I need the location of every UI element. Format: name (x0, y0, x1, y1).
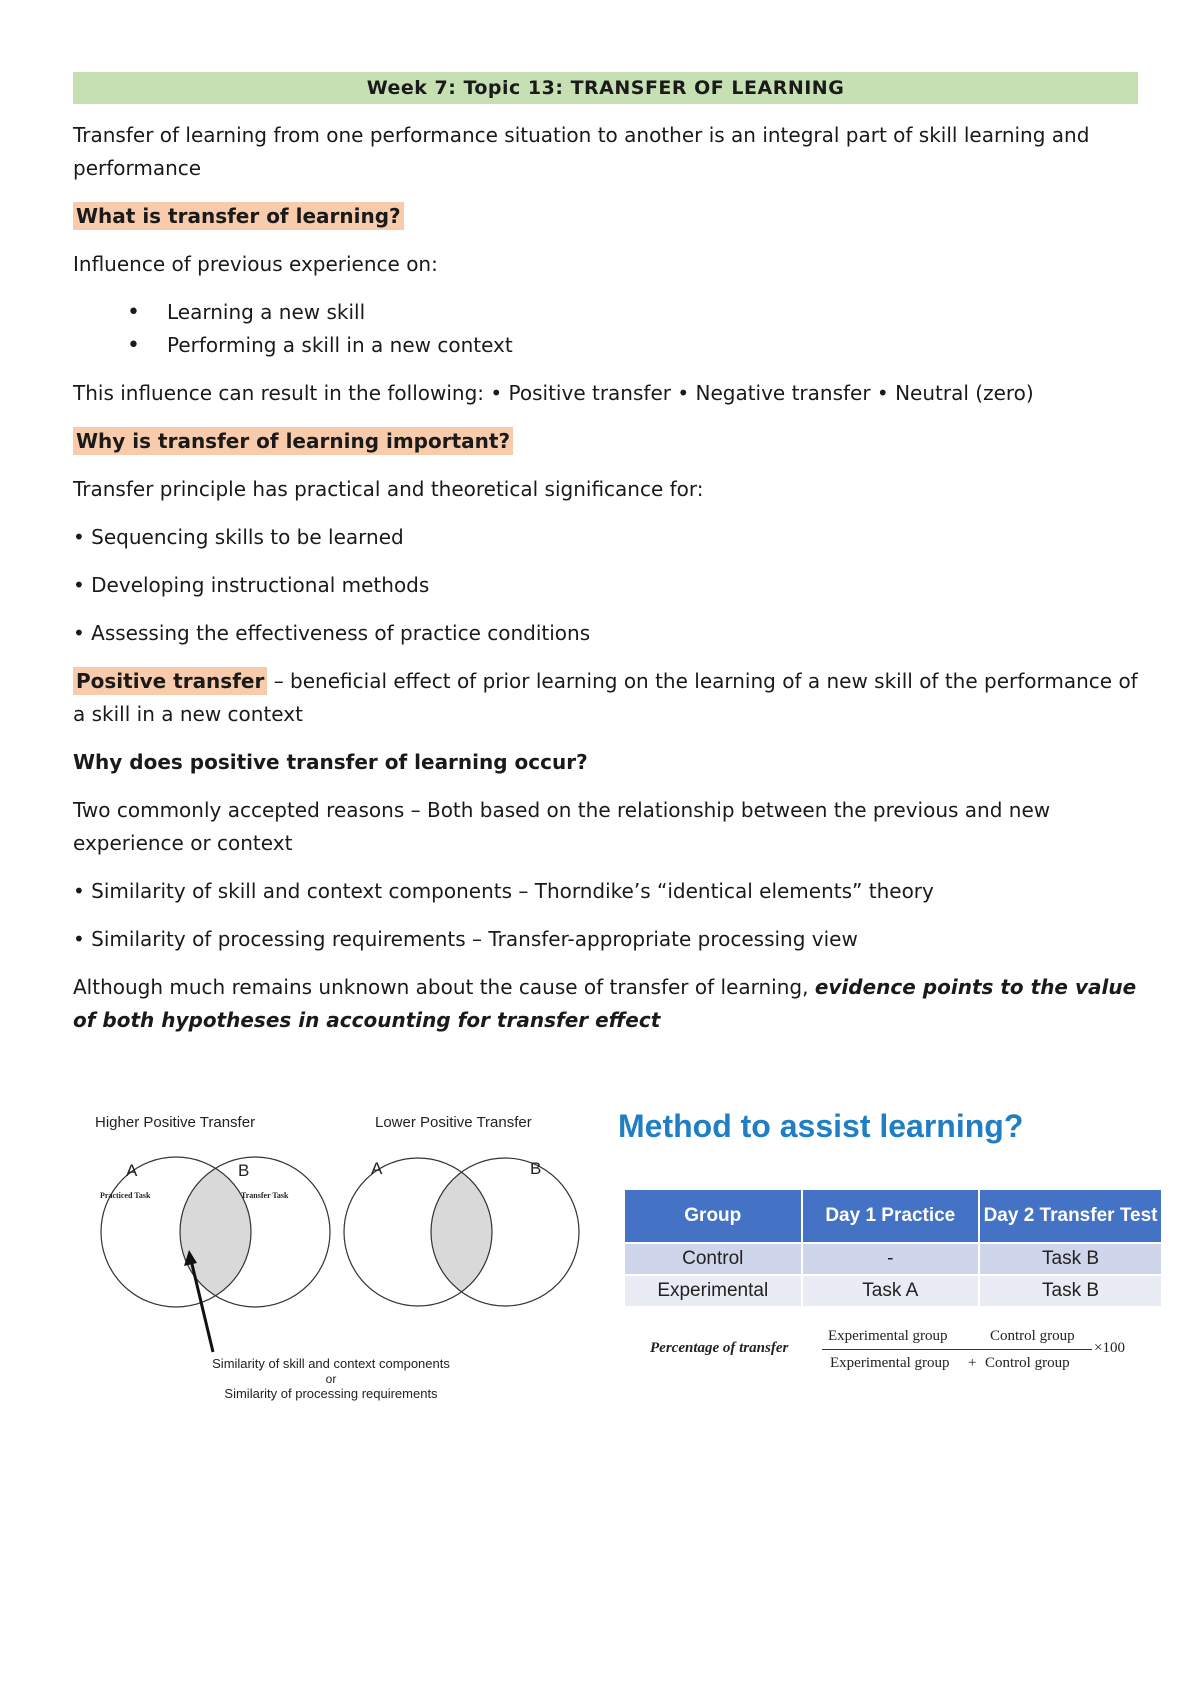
lower-transfer-title: Lower Positive Transfer (375, 1114, 532, 1131)
formula-plus: + (968, 1355, 977, 1371)
venn-lower (344, 1158, 579, 1306)
table-row (624, 1243, 1162, 1275)
influence-list (73, 296, 1138, 362)
list-item: • Similarity of processing requirements – Transfer-appropriate processing view (73, 927, 858, 951)
column-header: Day 1 Practice (802, 1189, 980, 1243)
heading-why-occur: Why does positive transfer of learning occur? (73, 750, 588, 774)
formula-numerator-a: Experimental group (828, 1328, 948, 1344)
positive-transfer-definition (73, 665, 1138, 731)
label-a: A (126, 1161, 138, 1180)
venn-diagrams (0, 1120, 600, 1420)
influence-lead: Influence of previous experience on: (73, 252, 438, 276)
transfer-task-label: Transfer Task (241, 1191, 289, 1200)
significance-lead: Transfer principle has practical and theoretical significance for: (73, 477, 704, 501)
heading-what-is-transfer: What is transfer of learning? (73, 202, 404, 230)
table-cell: Task B (979, 1243, 1162, 1275)
positive-transfer-text: – beneficial effect of prior learning on the learning of a new skill of the performance of a skill in a new context (73, 669, 1138, 726)
conclusion-plain: Although much remains unknown about the cause of transfer of learning, (73, 975, 815, 999)
higher-transfer-title: Higher Positive Transfer (95, 1114, 256, 1131)
caption-line-2: Similarity of processing requirements (224, 1386, 438, 1401)
formula-denominator-b: Control group (985, 1355, 1070, 1371)
method-table (623, 1188, 1163, 1308)
table-cell: Task B (979, 1275, 1162, 1307)
list-item: • Assessing the effectiveness of practice conditions (73, 621, 591, 645)
table-header-row (624, 1189, 1162, 1243)
method-title: Method to assist learning? (618, 1108, 1024, 1144)
conclusion-emphasis: evidence points to the value of both hypotheses in accounting for transfer effect (73, 975, 1137, 1032)
column-header: Day 2 Transfer Test (979, 1189, 1162, 1243)
practiced-task-label: Practiced Task (100, 1191, 151, 1200)
list-item: • Similarity of skill and context components – Thorndike’s “identical elements” theory (73, 879, 934, 903)
table-cell: Task A (802, 1275, 980, 1307)
formula-numerator-b: Control group (990, 1328, 1075, 1344)
formula-denominator-a: Experimental group (830, 1355, 950, 1371)
label-b: B (238, 1161, 250, 1180)
list-item: • Sequencing skills to be learned (73, 525, 404, 549)
label-b: B (530, 1159, 542, 1178)
conclusion-paragraph (73, 971, 1138, 1037)
influence-result: This influence can result in the following: • Positive transfer • Negative transfer • Neutral (zero) (73, 381, 1034, 405)
caption-or: or (325, 1372, 337, 1386)
reasons-lead: Two commonly accepted reasons – Both based on the relationship between the previous and new experience or context (73, 798, 1051, 855)
column-header: Group (624, 1189, 802, 1243)
table-cell: - (802, 1243, 980, 1275)
list-item: • Developing instructional methods (73, 573, 430, 597)
table-cell: Experimental (624, 1275, 802, 1307)
list-item: • Performing a skill in a new context (73, 329, 1138, 362)
heading-why-important: Why is transfer of learning important? (73, 427, 513, 455)
list-item: • Learning a new skill (73, 296, 1138, 329)
formula-label: Percentage of transfer (650, 1340, 789, 1356)
intro-paragraph: Transfer of learning from one performance situation to another is an integral part of skill learning and performance (73, 123, 1090, 180)
venn-higher (100, 1157, 330, 1352)
table-row (624, 1275, 1162, 1307)
caption-line-1: Similarity of skill and context components (212, 1356, 450, 1371)
fraction-bar (822, 1349, 1092, 1350)
label-a: A (371, 1159, 383, 1178)
overlap-region-small (431, 1158, 579, 1306)
table-cell: Control (624, 1243, 802, 1275)
document-body (73, 72, 1138, 1037)
page-title: Week 7: Topic 13: TRANSFER OF LEARNING (73, 72, 1138, 104)
overlap-region-large (180, 1157, 330, 1307)
positive-transfer-term: Positive transfer (73, 667, 267, 695)
formula-multiplier: ×100 (1094, 1340, 1125, 1356)
